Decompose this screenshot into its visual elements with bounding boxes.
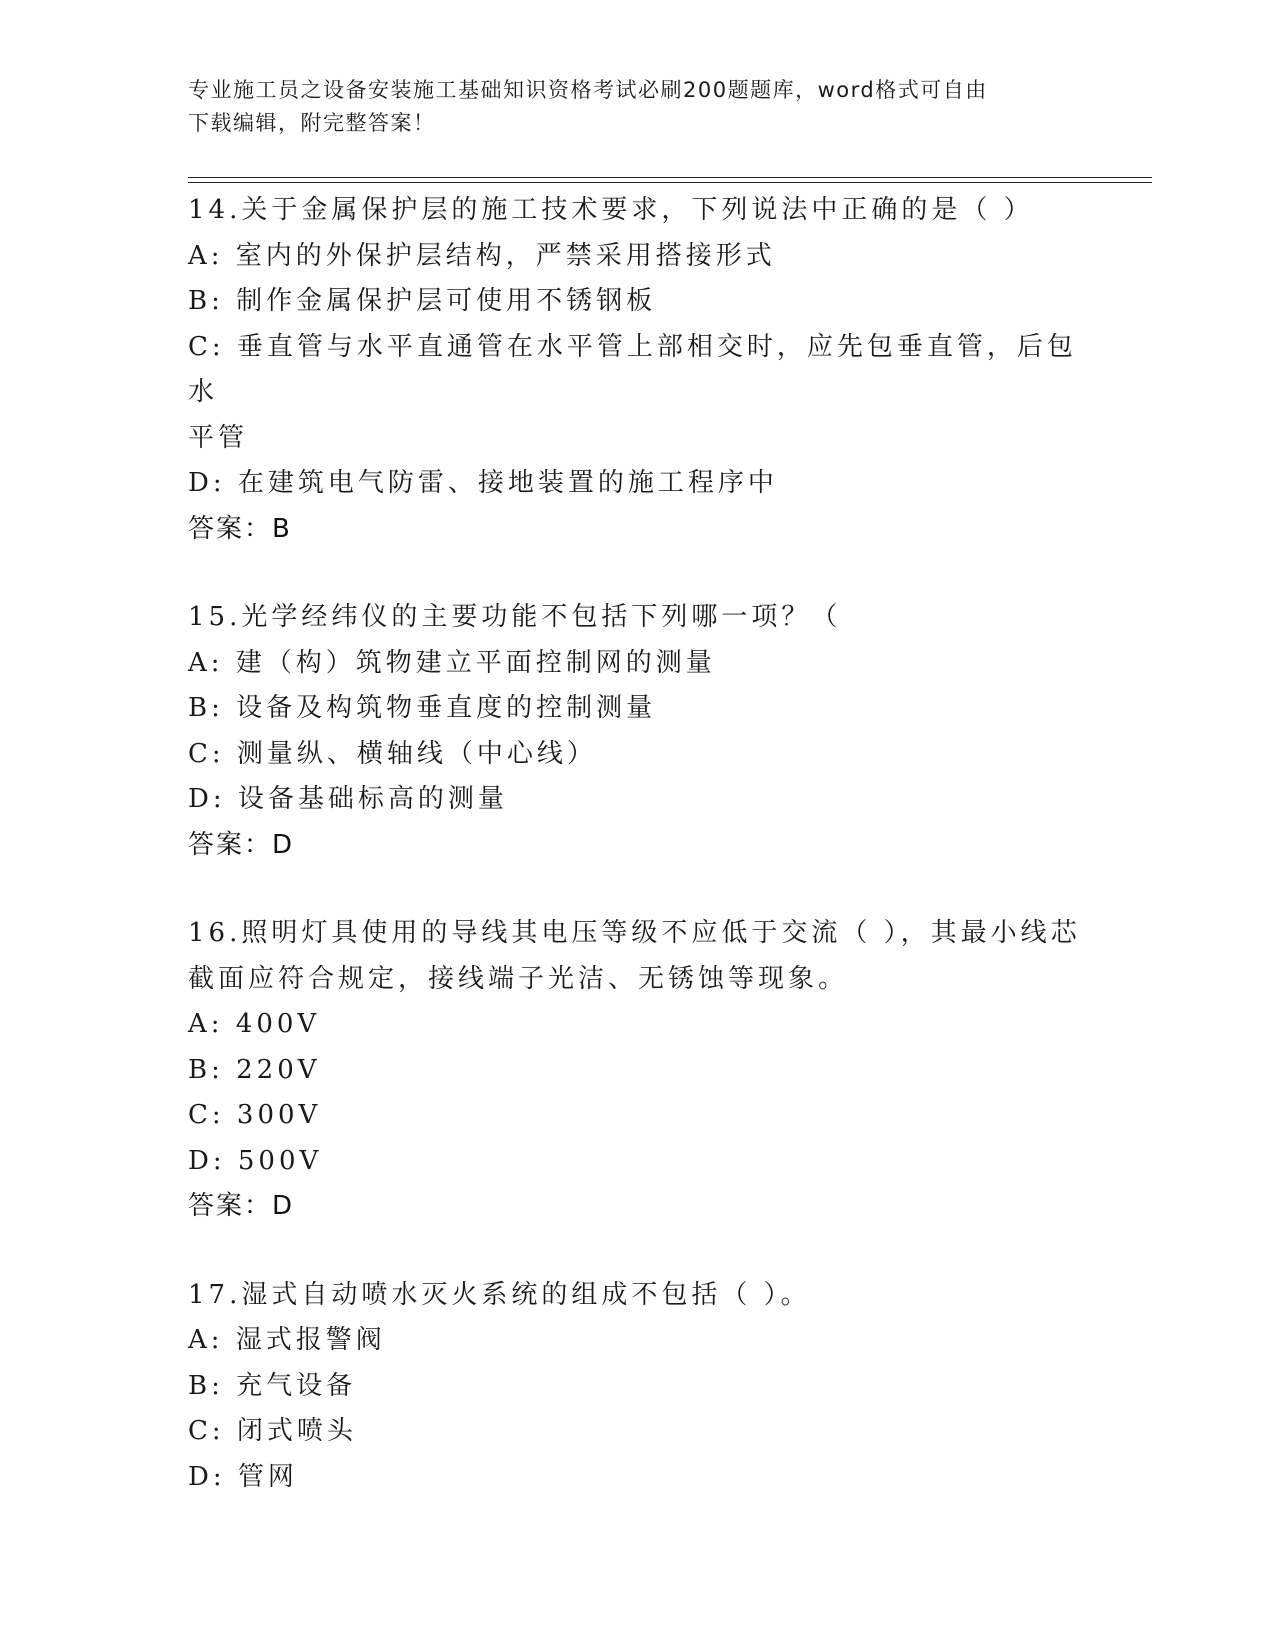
answer-option: 平管 bbox=[188, 422, 249, 453]
answer-option: B: 220V bbox=[188, 1054, 321, 1085]
answer-option: A: 室内的外保护层结构，严禁采用搭接形式 bbox=[188, 240, 776, 271]
header-line-1: 专业施工员之设备安装施工基础知识资格考试必刷200题题库，word格式可自由 bbox=[188, 78, 988, 102]
question-list bbox=[188, 188, 1088, 1543]
question-stem: 17.湿式自动喷水灭火系统的组成不包括（ ）。 bbox=[188, 1279, 811, 1310]
document-header bbox=[188, 74, 1068, 140]
answer-option: A: 400V bbox=[188, 1009, 321, 1039]
answer-option: C: 垂直管与水平直通管在水平管上部相交时，应先包垂直管，后包水 bbox=[188, 331, 1077, 407]
question-block bbox=[188, 188, 1088, 552]
question-stem: 截面应符合规定，接线端子光洁、无锈蚀等现象。 bbox=[188, 963, 849, 994]
answer-option: B: 制作金属保护层可使用不锈钢板 bbox=[188, 286, 657, 316]
question-block bbox=[188, 595, 1088, 868]
answer-option: D: 在建筑电气防雷、接地装置的施工程序中 bbox=[188, 468, 778, 498]
answer-key: 答案：D bbox=[188, 829, 295, 860]
answer-option: B: 设备及构筑物垂直度的控制测量 bbox=[188, 693, 657, 723]
answer-key: 答案：D bbox=[188, 1191, 295, 1221]
answer-option: A: 建（构）筑物建立平面控制网的测量 bbox=[188, 647, 716, 678]
answer-option: A: 湿式报警阀 bbox=[188, 1325, 386, 1355]
answer-option: D: 设备基础标高的测量 bbox=[188, 784, 508, 814]
question-block bbox=[188, 1273, 1088, 1501]
answer-option: B: 充气设备 bbox=[188, 1370, 357, 1401]
question-stem: 16.照明灯具使用的导线其电压等级不应低于交流（ ），其最小线芯 bbox=[188, 918, 1081, 948]
question-stem: 14.关于金属保护层的施工技术要求，下列说法中正确的是（ ） bbox=[188, 195, 1034, 225]
answer-option: D: 管网 bbox=[188, 1461, 298, 1492]
header-divider-top bbox=[188, 177, 1152, 178]
answer-option: C: 300V bbox=[188, 1100, 322, 1130]
answer-key: 答案：B bbox=[188, 513, 292, 544]
question-block bbox=[188, 911, 1088, 1230]
question-stem: 15.光学经纬仪的主要功能不包括下列哪一项？（ bbox=[188, 602, 842, 632]
answer-option: C: 闭式喷头 bbox=[188, 1416, 357, 1446]
header-line-2: 下载编辑，附完整答案！ bbox=[188, 111, 436, 135]
header-divider-bottom bbox=[188, 182, 1152, 183]
answer-option: C: 测量纵、横轴线（中心线） bbox=[188, 738, 597, 769]
answer-option: D: 500V bbox=[188, 1145, 323, 1176]
